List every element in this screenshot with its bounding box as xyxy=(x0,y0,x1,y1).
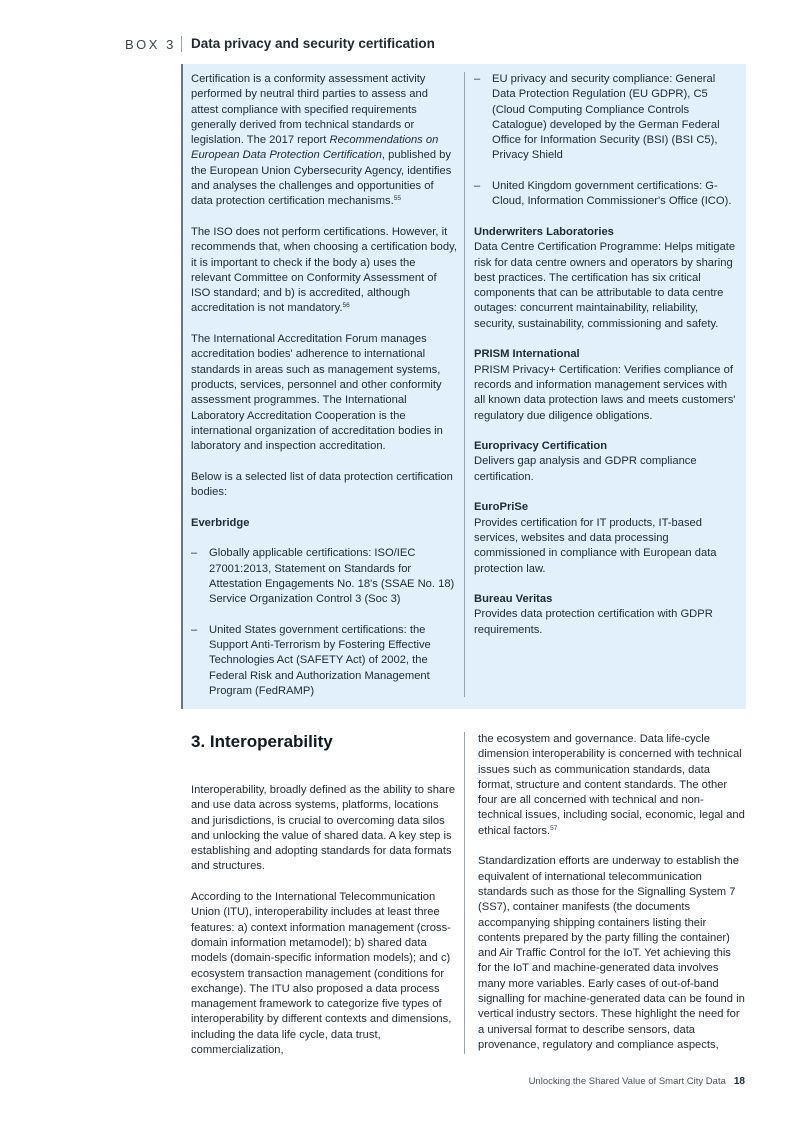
org-entry xyxy=(474,500,736,576)
section-paragraph-3-text: the ecosystem and governance. Data life-cycle dimension interoperability is concerned with technical issues such as communication standards, data format, structure and content standards. The other four are all concerned with technical and non-technical issues, including social, economic, legal and ethical factors. xyxy=(478,733,745,837)
box-left-column xyxy=(191,72,457,714)
box-column-divider xyxy=(464,72,465,697)
org-description: Delivers gap analysis and GDPR compliance certification. xyxy=(474,455,697,483)
org-description: PRISM Privacy+ Certification: Verifies compliance of records and information management services with all known data protection laws and meets customers' regulatory due diligence obligations. xyxy=(474,363,736,422)
section-paragraph-3 xyxy=(478,732,746,839)
org-heading: EuroPriSe xyxy=(474,501,529,514)
section-right-column xyxy=(478,732,746,1053)
org-heading: PRISM International xyxy=(474,348,580,361)
list-item xyxy=(474,179,736,210)
section-paragraph-2: According to the International Telecommunication Union (ITU), interoperability includes at least three features: a) context information management (cross-domain information metamodel); b) shared data models (domain-specific information models); and c) ecosystem transaction management (conditions for exchange). The ITU also proposed a data process management framework to categorize five types of interoperability by different contexts and dimensions, including the data life cycle, data trust, commercialization, xyxy=(191,891,452,1057)
page-number: 18 xyxy=(733,1076,745,1087)
list-item xyxy=(191,623,457,699)
section-left-column xyxy=(191,731,459,1058)
list-item-text: United Kingdom government certifications: G-Cloud, Information Commissioner's Office (ICO). xyxy=(492,180,732,208)
box-label: BOX 3 xyxy=(125,37,176,52)
list-item-text: United States government certifications: the Support Anti-Terrorism by Fostering Effective Technologies Act (SAFETY Act) of 2002, the Federal Risk and Authorization Management Program (FedRAMP) xyxy=(209,623,431,697)
list-item-text: EU privacy and security compliance: General Data Protection Regulation (EU GDPR), C5 (Cloud Computing Compliance Controls Catalogue) developed by the German Federal Office for Information Security (BSI) (BSI C5), Privacy Shield xyxy=(492,73,720,162)
footnote-ref: 56 xyxy=(342,302,350,310)
box-paragraph-2-text: The ISO does not perform certifications. However, it recommends that, when choosing a certification body, it is important to check if the body a) uses the relevant Committee on Conformity Assessment of ISO standard; and b) is accredited, although accreditation is not mandatory. xyxy=(191,225,457,315)
footer-title: Unlocking the Shared Value of Smart City Data xyxy=(528,1076,726,1087)
footnote-ref: 55 xyxy=(393,195,401,203)
box-paragraph-3: The International Accreditation Forum manages accreditation bodies' adherence to international standards in areas such as management systems, products, services, personnel and other conformity assessment programmes. The International Laboratory Accreditation Cooperation is the international organization of accreditation bodies in laboratory and inspection accreditation. xyxy=(191,333,443,453)
org-heading: Underwriters Laboratories xyxy=(474,225,614,238)
org-entry xyxy=(474,347,736,423)
box-paragraph-2 xyxy=(191,225,457,317)
box-paragraph-1 xyxy=(191,72,457,210)
org-description: Provides certification for IT products, IT-based services, websites and data processing commissioned in compliance with European data protection law. xyxy=(474,516,717,575)
dash-bullet: – xyxy=(191,547,198,560)
org-description: Data Centre Certification Programme: Helps mitigate risk for data centre owners and operators by sharing best practices. The certification has six critical components that can be attributable to data centre outages: concurrent maintainability, reliability, security, sustainability, commissioning and safety. xyxy=(474,241,736,330)
section-paragraph-1: Interoperability, broadly defined as the ability to share and use data across systems, platforms, locations and jurisdictions, is crucial to overcoming data silos and unlocking the value of shared data. A key step is establishing and adopting standards for data formats and structures. xyxy=(191,784,456,873)
org-entry xyxy=(474,592,736,638)
section-title: 3. Interoperability xyxy=(191,732,333,751)
section-column-divider xyxy=(464,732,465,1054)
org-description: Provides data protection certification with GDPR requirements. xyxy=(474,608,713,636)
org-heading: Europrivacy Certification xyxy=(474,440,608,453)
report-title: Recommendations on European Data Protection Certification xyxy=(191,134,439,162)
dash-bullet: – xyxy=(191,623,198,636)
org-entry xyxy=(474,439,736,485)
org-heading-everbridge: Everbridge xyxy=(191,516,250,529)
box-right-column xyxy=(474,72,736,638)
box-paragraph-4: Below is a selected list of data protection certification bodies: xyxy=(191,470,453,499)
box-label-divider xyxy=(181,36,182,52)
box-paragraph-1-text-cont: , published by the European Union Cybersecurity Agency, identifies and analyses the challenges and opportunities of data protection certification mechanisms. xyxy=(191,149,452,208)
page-footer xyxy=(529,1076,745,1087)
org-entry xyxy=(474,225,736,332)
dash-bullet: – xyxy=(474,180,481,193)
dash-bullet: – xyxy=(474,73,481,85)
org-heading: Bureau Veritas xyxy=(474,593,553,606)
box-paragraph-1-text: Certification is a conformity assessment activity performed by neutral third parties to assess and attest compliance with specified requirements generally derived from technical standards or legislation. The 2017 report xyxy=(191,73,428,147)
box-title: Data privacy and security certification xyxy=(191,36,435,51)
footnote-ref: 57 xyxy=(550,824,558,832)
list-item xyxy=(474,72,736,164)
list-item xyxy=(191,546,457,607)
list-item-text: Globally applicable certifications: ISO/IEC 27001:2013, Statement on Standards for Attestation Engagements No. 18's (SSAE No. 18) Service Organization Control 3 (Soc 3) xyxy=(209,547,455,606)
section-paragraph-4: Standardization efforts are underway to establish the equivalent of international telecommunication standards such as those for the Signalling System 7 (SS7), container manifests (the documents accompanying shipping containers listing their contents prepared by the party filling the container) and Air Traffic Control for the IoT. Yet achieving this for the IoT and machine-generated data involves many more variables. Early cases of out-of-band signalling for machine-generated data can be found in vertical industry sectors. These highlight the need for a universal format to describe sensors, data provenance, regulatory and compliance aspects, xyxy=(478,855,745,1051)
